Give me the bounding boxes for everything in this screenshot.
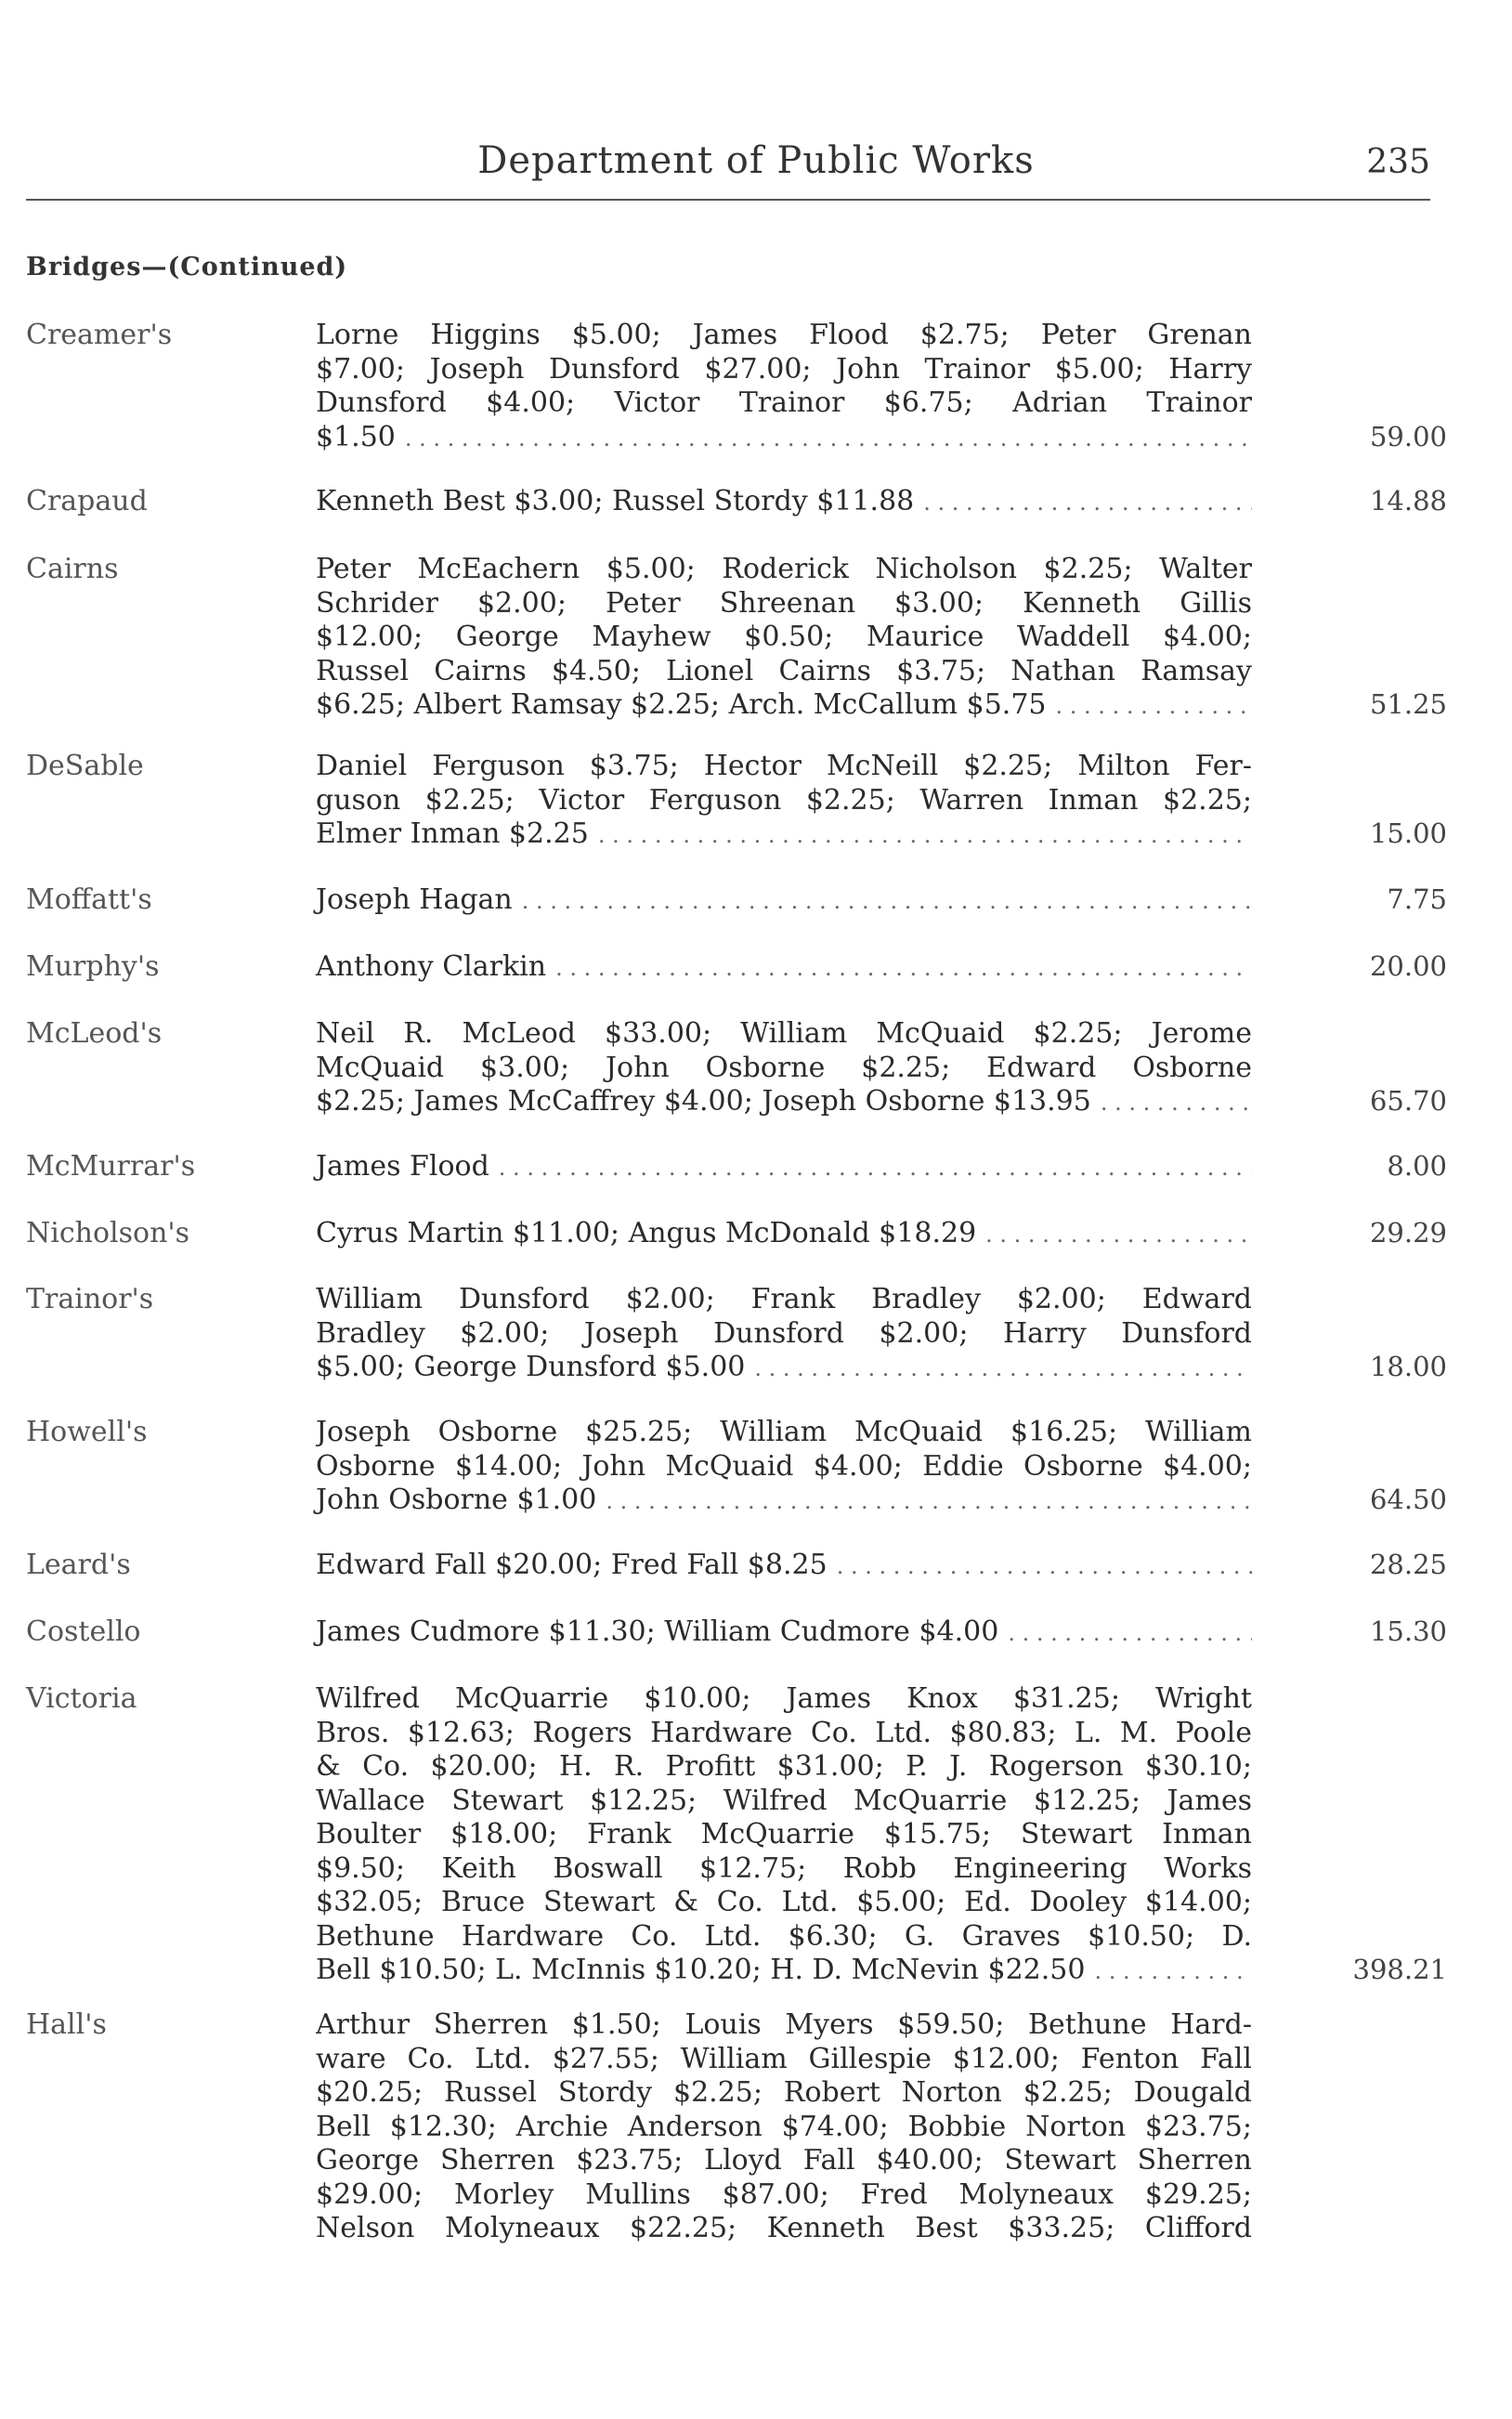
entry-line-text: $6.25; Albert Ramsay $2.25; Arch. McCallum $5.75 <box>316 688 1047 721</box>
entry-line-text: Bell $10.50; L. McInnis $10.20; H. D. McNevin $22.50 <box>316 1954 1086 1986</box>
entry-line <box>316 421 1252 455</box>
entry-line: $12.00; George Mayhew $0.50; Maurice Waddell $4.00; <box>316 621 1252 653</box>
entry-line-text: James Flood <box>316 1150 489 1183</box>
entry-line-text: $5.00; George Dunsford $5.00 <box>316 1351 746 1383</box>
entry-line: Lorne Higgins $5.00; James Flood $2.75; Peter Grenan <box>316 319 1252 351</box>
entry-place: Trainor's <box>26 1283 154 1315</box>
entry-amount: 14.88 <box>1369 485 1447 516</box>
leader-dots <box>754 1352 1252 1386</box>
leader-dots <box>598 818 1252 853</box>
entry-line: $29.00; Morley Mullins $87.00; Fred Molyneaux $29.25; <box>316 2177 1252 2211</box>
entry-line-text: Edward Fall $20.00; Fred Fall $8.25 <box>316 1549 828 1581</box>
entry-place: Costello <box>26 1615 141 1648</box>
entry-description <box>316 1416 1252 1518</box>
entry-line: Osborne $14.00; John McQuaid $4.00; Eddie Osborne $4.00; <box>316 1449 1252 1483</box>
leader-dots <box>499 1151 1252 1185</box>
entry-description <box>316 485 1252 519</box>
leader-dots <box>985 1218 1252 1252</box>
entry-line-text: $2.25; James McCaffrey $4.00; Joseph Osborne $13.95 <box>316 1085 1091 1118</box>
entry-line: Peter McEachern $5.00; Roderick Nicholson $2.25; Walter <box>316 553 1252 585</box>
entry-amount: 64.50 <box>1369 1484 1447 1515</box>
entry-line <box>316 1484 1252 1518</box>
entry-line: Boulter $18.00; Frank McQuarrie $15.75; Stewart Inman <box>316 1818 1252 1850</box>
entry-description <box>316 1217 1252 1251</box>
entry-line: Wilfred McQuarrie $10.00; James Knox $31.25; Wright <box>316 1682 1252 1715</box>
entry-line <box>316 1217 1252 1251</box>
entry-line: $9.50; Keith Boswall $12.75; Robb Engineering Works <box>316 1851 1252 1885</box>
entry-description <box>316 1682 1252 1988</box>
entry-line: Neil R. McLeod $33.00; William McQuaid $2.25; Jerome <box>316 1017 1252 1050</box>
entry-line-text: Joseph Hagan <box>316 883 513 916</box>
leader-dots <box>555 951 1252 986</box>
entry-line: $20.25; Russel Stordy $2.25; Robert Norton $2.25; Dougald <box>316 2076 1252 2109</box>
entry-description <box>316 1017 1252 1119</box>
entry-amount: 65.70 <box>1369 1085 1447 1117</box>
entry-place: McMurrar's <box>26 1150 196 1183</box>
entry-place: Cairns <box>26 553 119 585</box>
entry-line: Dunsford $4.00; Victor Trainor $6.75; Adrian Trainor <box>316 386 1252 419</box>
entry-line-text: $1.50 <box>316 420 396 453</box>
entry-line-text: Kenneth Best $3.00; Russel Stordy $11.88 <box>316 485 915 517</box>
entry-line <box>316 485 1252 519</box>
entry-line: Schrider $2.00; Peter Shreenan $3.00; Kenneth Gillis <box>316 586 1252 620</box>
entry-place: Murphy's <box>26 950 160 983</box>
entry-line: $32.05; Bruce Stewart & Co. Ltd. $5.00; Ed. Dooley $14.00; <box>316 1886 1252 1918</box>
entry-line: Joseph Osborne $25.25; William McQuaid $16.25; William <box>316 1416 1252 1448</box>
page-number: 235 <box>1366 143 1430 181</box>
entry-line: Arthur Sherren $1.50; Louis Myers $59.50; Bethune Hard- <box>316 2008 1252 2041</box>
entry-place: Nicholson's <box>26 1217 190 1249</box>
entry-line <box>316 1954 1252 1988</box>
entry-line: Russel Cairns $4.50; Lionel Cairns $3.75; Nathan Ramsay <box>316 654 1252 687</box>
leader-dots <box>1056 689 1252 724</box>
entry-line <box>316 950 1252 985</box>
entry-place: Crapaud <box>26 485 148 517</box>
entry-place: Howell's <box>26 1416 148 1448</box>
entry-line <box>316 1150 1252 1184</box>
entry-line <box>316 817 1252 852</box>
entry-place: McLeod's <box>26 1017 163 1050</box>
entry-description <box>316 1615 1252 1650</box>
entry-place: Moffatt's <box>26 883 152 916</box>
entry-line: ware Co. Ltd. $27.55; William Gillespie $12.00; Fenton Fall <box>316 2042 1252 2075</box>
entry-amount: 29.29 <box>1369 1217 1447 1249</box>
entry-line <box>316 688 1252 723</box>
entry-line: guson $2.25; Victor Ferguson $2.25; Warren Inman $2.25; <box>316 783 1252 817</box>
entry-line: $7.00; Joseph Dunsford $27.00; John Trainor $5.00; Harry <box>316 352 1252 386</box>
leader-dots <box>522 884 1252 919</box>
entry-amount: 15.00 <box>1369 817 1447 849</box>
entry-amount: 15.30 <box>1369 1615 1447 1647</box>
entry-line-text: Cyrus Martin $11.00; Angus McDonald $18.29 <box>316 1217 977 1249</box>
entry-amount: 8.00 <box>1387 1150 1447 1182</box>
entry-line: Bros. $12.63; Rogers Hardware Co. Ltd. $80.83; L. M. Poole <box>316 1716 1252 1749</box>
entry-line-text: John Osborne $1.00 <box>316 1484 597 1516</box>
leader-dots <box>1094 1955 1252 1989</box>
entry-description <box>316 950 1252 985</box>
entry-line: & Co. $20.00; H. R. Profitt $31.00; P. J. Rogerson $30.10; <box>316 1750 1252 1783</box>
leader-dots <box>606 1484 1252 1519</box>
entry-line: Bell $12.30; Archie Anderson $74.00; Bobbie Norton $23.75; <box>316 2110 1252 2143</box>
entry-line: Wallace Stewart $12.25; Wilfred McQuarrie $12.25; James <box>316 1784 1252 1817</box>
entry-line: Nelson Molyneaux $22.25; Kenneth Best $33.25; Clifford <box>316 2212 1252 2244</box>
entry-place: Leard's <box>26 1549 131 1581</box>
entry-line <box>316 883 1252 918</box>
entry-line: Daniel Ferguson $3.75; Hector McNeill $2.25; Milton Fer- <box>316 750 1252 782</box>
entry-line-text: James Cudmore $11.30; William Cudmore $4.00 <box>316 1615 999 1648</box>
entry-place: Hall's <box>26 2008 107 2041</box>
entry-place: DeSable <box>26 750 144 782</box>
entry-line <box>316 1085 1252 1119</box>
entry-line <box>316 1351 1252 1385</box>
leader-dots <box>837 1549 1252 1584</box>
entry-description <box>316 750 1252 852</box>
leader-dots <box>923 486 1252 520</box>
entry-place: Creamer's <box>26 319 173 351</box>
entry-amount: 20.00 <box>1369 950 1447 982</box>
leader-dots <box>1008 1616 1252 1651</box>
entry-line-text: Anthony Clarkin <box>316 950 547 983</box>
entry-amount: 51.25 <box>1369 688 1447 720</box>
entry-description <box>316 1150 1252 1184</box>
entry-amount: 7.75 <box>1387 883 1447 915</box>
entry-line: Bradley $2.00; Joseph Dunsford $2.00; Harry Dunsford <box>316 1316 1252 1350</box>
leader-dots <box>1101 1086 1252 1120</box>
entry-amount: 59.00 <box>1369 420 1447 452</box>
page-title: Department of Public Works <box>477 139 1035 182</box>
entry-line: George Sherren $23.75; Lloyd Fall $40.00; Stewart Sherren <box>316 2144 1252 2177</box>
entry-description <box>316 2008 1252 2246</box>
entry-amount: 398.21 <box>1352 1954 1447 1985</box>
leader-dots <box>405 422 1252 456</box>
section-heading: Bridges—(Continued) <box>26 253 348 281</box>
entry-description <box>316 883 1252 918</box>
entry-line <box>316 1615 1252 1650</box>
entry-place: Victoria <box>26 1682 137 1715</box>
entry-description <box>316 553 1252 723</box>
entry-line: McQuaid $3.00; John Osborne $2.25; Edward Osborne <box>316 1051 1252 1084</box>
entry-amount: 18.00 <box>1369 1351 1447 1382</box>
entry-description <box>316 1283 1252 1385</box>
entry-line <box>316 1549 1252 1583</box>
entry-line: William Dunsford $2.00; Frank Bradley $2.00; Edward <box>316 1283 1252 1315</box>
entry-description <box>316 1549 1252 1583</box>
entry-description <box>316 319 1252 454</box>
entry-line-text: Elmer Inman $2.25 <box>316 817 589 850</box>
entry-amount: 28.25 <box>1369 1549 1447 1580</box>
entry-line: Bethune Hardware Co. Ltd. $6.30; G. Graves $10.50; D. <box>316 1919 1252 1953</box>
